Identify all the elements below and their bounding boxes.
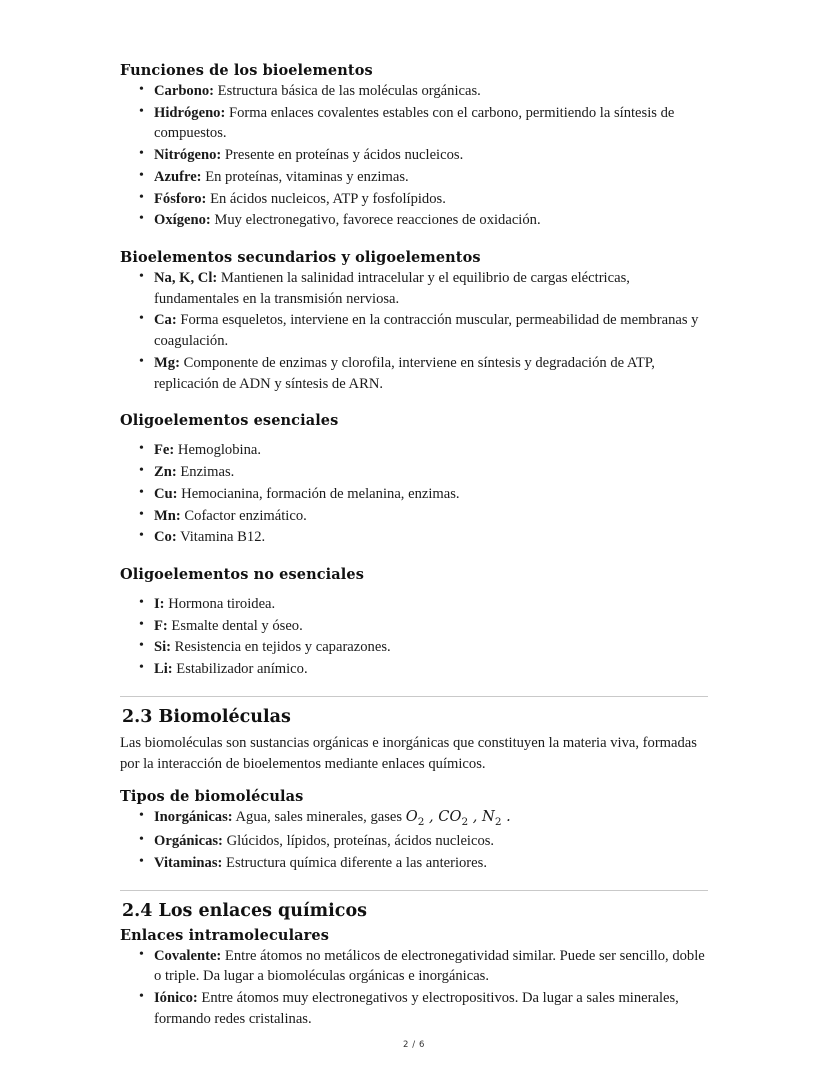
list-item-term: I: [154,595,165,612]
list-item-term: Zn: [154,464,177,481]
list-item-text: Esmalte dental y óseo. [167,617,303,634]
list-item-term: Mg: [154,354,180,371]
list-item-text: Hemocianina, formación de melanina, enzimas. [177,485,460,502]
section-heading-secundarios: Bioelementos secundarios y oligoelementos [120,249,481,267]
list-item-text: Estabilizador anímico. [172,661,308,678]
list-item-text: Cofactor enzimático. [180,507,307,524]
list-item [154,594,708,615]
list-item [154,807,708,830]
list-item-term: Mn: [154,507,181,524]
list-item [154,353,708,394]
list-item-term: Ca: [154,312,177,329]
list-item-term: Fósforo: [154,190,207,207]
list-item-term: Iónico: [154,989,198,1006]
list-item-term: Azufre: [154,168,202,185]
section-heading-oligo-esenciales: Oligoelementos esenciales [120,412,339,430]
list-item [154,189,708,210]
list-item [154,268,708,309]
list-item-term: F: [154,617,168,634]
list-item-term: Fe: [154,442,175,459]
list-enlaces [120,946,708,1030]
list-item-text: Mantienen la salinidad intracelular y el equilibrio de cargas eléctricas, fundamentales en la transmisión nerviosa. [154,270,630,307]
list-item [154,659,708,680]
list-item-text: Estructura química diferente a las anteriores. [222,854,487,871]
list-item-term: Vitaminas: [154,854,223,871]
list-oligo-no-esenciales [120,594,708,680]
list-item [154,145,708,166]
list-item [154,831,708,852]
list-item-term: Si: [154,639,172,656]
list-funciones [120,81,708,231]
list-item-text: Entre átomos muy electronegativos y electropositivos. Da lugar a sales minerales, formando redes cristalinas. [154,989,679,1027]
list-item-text: Presente en proteínas y ácidos nucleicos. [221,147,464,164]
list-item-term: Covalente: [154,947,222,964]
list-item-text: En ácidos nucleicos, ATP y fosfolípidos. [206,190,446,207]
list-item-text: Hemoglobina. [174,442,262,459]
list-item-term: Na, K, Cl: [154,270,218,287]
list-item-text: En proteínas, vitaminas y enzimas. [201,168,409,185]
list-item [154,616,708,637]
list-item-text: Forma esqueletos, interviene en la contracción muscular, permeabilidad de membranas y coagulación. [154,312,699,350]
list-item [154,946,708,987]
chemical-formula: $O_2$ , $CO_2$ , $N_2$ . [405,808,511,829]
list-item-text: Hormona tiroidea. [164,595,276,612]
section-divider [120,696,708,697]
list-item [154,81,708,102]
list-item [154,637,708,658]
list-item-text: Vitamina B12. [176,529,266,546]
list-item-text: Resistencia en tejidos y caparazones. [171,639,391,656]
list-item-term: Nitrógeno: [154,147,222,164]
list-item [154,853,708,874]
list-item-text: Muy electronegativo, favorece reacciones de oxidación. [210,212,541,229]
list-item-text: Enzimas. [176,464,235,481]
spacer [120,431,708,438]
page-footer: 2 / 6 [402,1040,426,1050]
paragraph-biomoleculas: Las biomoléculas son sustancias orgánicas e inorgánicas que constituyen la materia viva, formadas por la interacción de bioelementos mediante enlaces químicos. [120,734,697,772]
list-item-term: Carbono: [154,83,214,99]
list-item-term: Hidrógeno: [154,104,226,121]
chapter-heading-biomoleculas: 2.3 Biomoléculas [122,706,291,727]
list-item-text: Entre átomos no metálicos de electronegatividad similar. Puede ser sencillo, doble o triple. Da lugar a biomoléculas orgánicas e inorgánicas. [154,947,705,985]
list-secundarios [120,268,708,394]
list-item-text: Glúcidos, lípidos, proteínas, ácidos nucleicos. [222,833,495,850]
list-item-term: Cu: [154,485,178,502]
list-item [154,527,708,548]
section-heading-oligo-no-esenciales: Oligoelementos no esenciales [120,565,364,583]
list-oligo-esenciales [120,440,708,548]
document-content [120,62,708,1029]
section-heading-tipos-biomoleculas: Tipos de biomoléculas [120,788,304,806]
list-tipos-biomoleculas [120,807,708,873]
list-item-term: Co: [154,529,177,546]
list-item [154,167,708,188]
list-item-term: Orgánicas: [154,833,223,850]
list-item [154,210,708,231]
list-item-text: Estructura básica de las moléculas orgánicas. [214,83,481,99]
section-heading-enlaces-intramoleculares: Enlaces intramoleculares [120,926,329,944]
list-item [154,103,708,144]
list-item [154,484,708,505]
section-heading-funciones: Funciones de los bioelementos [120,62,373,79]
list-item [154,988,708,1029]
list-item-term: Li: [154,661,173,678]
list-item [154,310,708,351]
list-item-text: Agua, sales minerales, gases [232,809,406,826]
spacer [120,585,708,592]
section-divider [120,890,708,891]
list-item [154,462,708,483]
list-item [154,506,708,527]
list-item [154,440,708,461]
spacer [120,776,708,788]
list-item-term: Inorgánicas: [154,809,233,826]
list-item-term: Oxígeno: [154,212,211,229]
list-item-text: Forma enlaces covalentes estables con el carbono, permitiendo la síntesis de compuestos. [154,104,675,142]
list-item-text: Componente de enzimas y clorofila, interviene en síntesis y degradación de ATP, replicación de ADN y síntesis de ARN. [154,354,655,392]
chapter-heading-enlaces: 2.4 Los enlaces químicos [122,900,367,921]
